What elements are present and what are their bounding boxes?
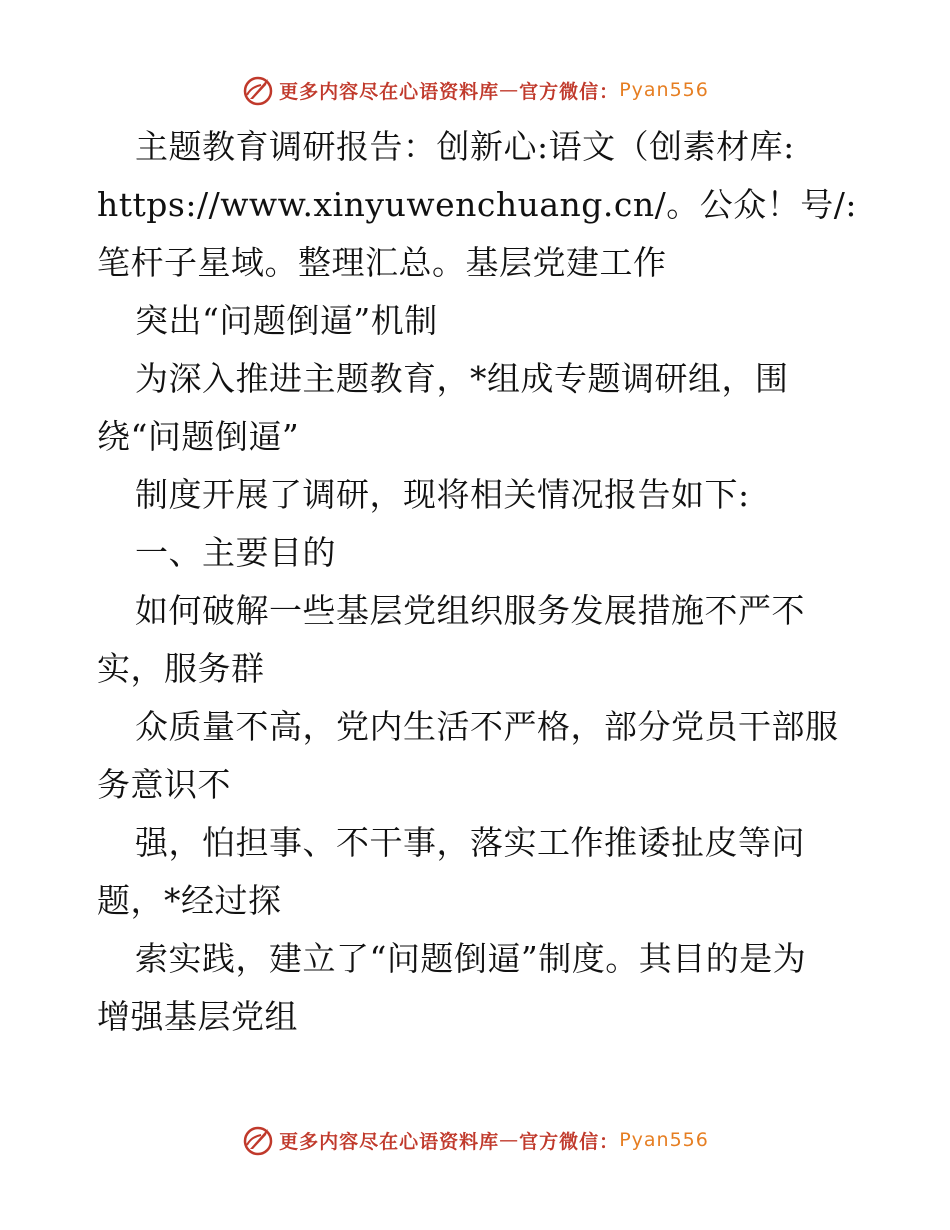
watermark-tagline: 更多内容尽在心语资料库	[279, 80, 500, 103]
body-line: 主题教育调研报告：创新心:语文（创素材库:	[135, 127, 795, 166]
body-line: 如何破解一些基层党组织服务发展措施不严不	[135, 591, 805, 630]
body-line: https://www.xinyuwenchuang.cn/。公众！号/:	[97, 185, 857, 224]
quill-pen-logo-icon	[241, 1123, 275, 1157]
body-line: 笔杆子星域。整理汇总。基层党建工作	[97, 243, 667, 282]
watermark-separator: —	[499, 79, 520, 101]
body-line: 制度开展了调研，现将相关情况报告如下:	[135, 475, 750, 514]
body-line: 实，服务群	[97, 649, 265, 688]
header-watermark	[0, 70, 950, 110]
section-heading: 一、主要目的	[135, 533, 336, 572]
body-line: 索实践，建立了“问题倒逼”制度。其目的是为	[135, 939, 807, 978]
watermark-wechat-account: Pyan556	[619, 79, 709, 101]
footer-watermark	[0, 1120, 950, 1160]
body-line: 为深入推进主题教育，*组成专题调研组，围	[135, 359, 789, 398]
body-line: 强，怕担事、不干事，落实工作推诿扯皮等问	[135, 823, 805, 862]
body-line: 突出“问题倒逼”机制	[135, 301, 438, 340]
body-line: 务意识不	[97, 765, 231, 804]
watermark-separator: —	[499, 1129, 520, 1151]
watermark-wechat-label: 官方微信：	[519, 1130, 620, 1153]
body-line: 增强基层党组	[97, 997, 298, 1036]
quill-pen-logo-icon	[241, 73, 275, 107]
watermark-wechat-label: 官方微信：	[519, 80, 620, 103]
body-line: 众质量不高，党内生活不严格，部分党员干部服	[135, 707, 839, 746]
watermark-tagline: 更多内容尽在心语资料库	[279, 1130, 500, 1153]
body-line: 绕“问题倒逼”	[97, 417, 300, 456]
watermark-wechat-account: Pyan556	[619, 1129, 709, 1151]
body-line: 题，*经过探	[97, 881, 282, 920]
document-body	[97, 118, 887, 1046]
